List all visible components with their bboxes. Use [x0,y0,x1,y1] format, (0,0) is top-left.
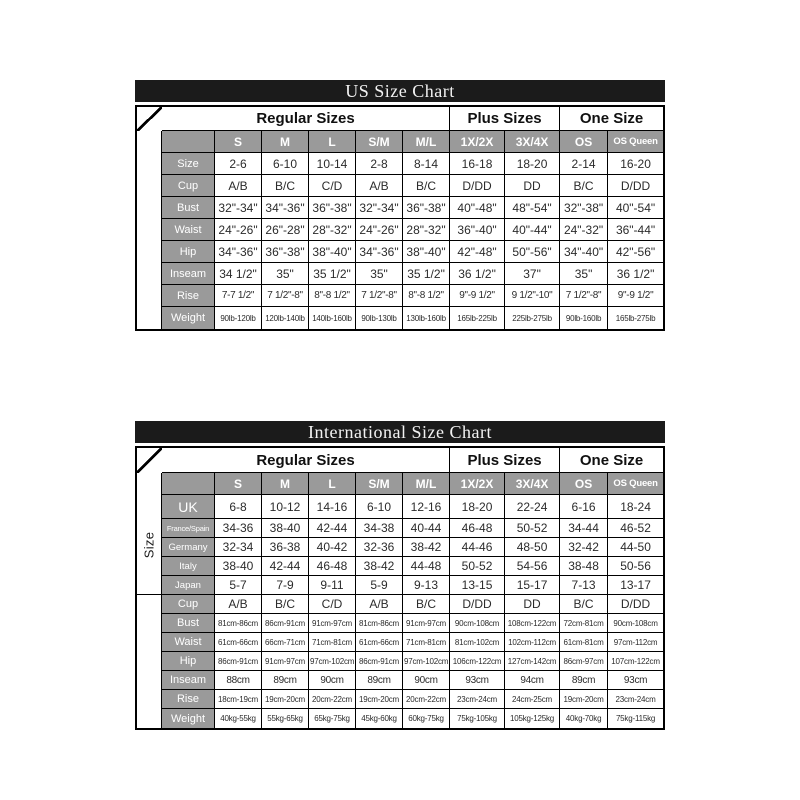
data-cell: 20cm-22cm [309,690,356,709]
data-cell: 93cm [450,671,505,690]
column-header-cell: 3X/4X [505,131,560,153]
chart-title: International Size Chart [135,421,665,443]
row-label-cell: Weight [162,307,215,329]
data-cell: D/DD [450,175,505,197]
data-cell: 89cm [560,671,608,690]
row-label-cell: UK [162,495,215,519]
column-header-cell: OS [560,131,608,153]
data-cell: 46-52 [608,519,663,538]
data-cell: 34"-36" [262,197,309,219]
data-cell: 165lb-275lb [615,313,656,323]
data-cell: 38-40 [215,557,262,576]
column-header-cell: S [215,131,262,153]
data-cell: 42-44 [309,519,356,538]
chart-title: US Size Chart [135,80,665,102]
international-size-chart [135,421,665,730]
data-cell: D/DD [450,595,505,614]
data-cell: 60kg-75kg [403,709,450,728]
label-column-spacer-cell [162,131,215,153]
data-cell: 40"-44" [505,219,560,241]
data-cell: 32-36 [356,538,403,557]
data-cell: 50-56 [608,557,663,576]
row-label-cell: Hip [162,652,215,671]
data-cell: 18-20 [450,495,505,519]
data-cell: A/B [356,175,403,197]
data-cell: 89cm [356,671,403,690]
group-header-cell: One Size [560,448,663,473]
data-cell: 90cm [403,671,450,690]
data-cell: 71cm-81cm [309,633,356,652]
column-header-cell: L [309,131,356,153]
data-cell: 86cm-91cm [262,614,309,633]
data-cell: 26"-28" [262,219,309,241]
data-cell: 48"-54" [505,197,560,219]
data-cell: 36"-38" [262,241,309,263]
data-cell: 38"-40" [309,241,356,263]
data-cell: 36"-40" [450,219,505,241]
row-label-cell: Waist [162,633,215,652]
data-cell: 10-12 [262,495,309,519]
data-cell: 7-13 [560,576,608,595]
data-cell: 19cm-20cm [560,690,608,709]
data-cell: D/DD [608,595,663,614]
data-cell: 35 1/2" [403,263,450,285]
row-label-cell: Germany [162,538,215,557]
data-cell: 86cm-97cm [560,652,608,671]
data-cell: 225lb-275lb [505,307,560,329]
data-cell: 36"-38" [403,197,450,219]
data-cell: D/DD [608,175,663,197]
data-cell: 81cm-102cm [450,633,505,652]
data-cell: 102cm-112cm [505,633,560,652]
column-header-cell: OS Queen [608,473,663,495]
row-label-cell: Inseam [162,671,215,690]
data-cell: 36"-44" [608,219,663,241]
data-cell: 90lb-160lb [560,307,608,329]
data-cell: 81cm-86cm [215,614,262,633]
row-label-cell: Inseam [162,263,215,285]
data-cell: 130lb-160lb [403,307,450,329]
data-cell: 24"-26" [215,219,262,241]
data-cell: 32"-34" [356,197,403,219]
data-cell: 40"-54" [608,197,663,219]
data-cell: 16-18 [450,153,505,175]
data-cell: 13-15 [450,576,505,595]
data-cell: 32-42 [560,538,608,557]
data-cell: 32-34 [215,538,262,557]
column-header-cell: 1X/2X [450,131,505,153]
data-cell: C/D [309,595,356,614]
row-label-cell: Size [162,153,215,175]
data-cell: 24"-26" [356,219,403,241]
data-cell: 18-24 [608,495,663,519]
data-cell: 38"-40" [403,241,450,263]
data-cell: 44-48 [403,557,450,576]
data-cell: 6-10 [262,153,309,175]
data-cell: 7-7 1/2" [215,285,262,307]
data-cell: 65kg-75kg [309,709,356,728]
data-cell: 93cm [608,671,663,690]
data-cell: 38-48 [560,557,608,576]
data-cell: 108cm-122cm [505,614,560,633]
row-label-cell: Cup [162,595,215,614]
data-cell: A/B [215,175,262,197]
data-cell: B/C [403,175,450,197]
corner-diagonal-cell [137,448,162,473]
column-header-cell: M [262,131,309,153]
data-cell: 61cm-81cm [560,633,608,652]
narrow-spacer-cell [137,131,162,153]
data-cell: 38-42 [403,538,450,557]
data-cell: 86cm-91cm [356,652,403,671]
data-cell: 34"-40" [560,241,608,263]
data-cell: 75kg-115kg [615,714,656,723]
data-cell: 50-52 [450,557,505,576]
data-cell: 2-6 [215,153,262,175]
column-header-cell: S [215,473,262,495]
row-label-cell: Rise [162,285,215,307]
data-cell: 90cm-108cm [608,614,663,633]
data-cell: 42-44 [262,557,309,576]
corner-diagonal-cell [137,107,162,131]
data-cell: 42"-56" [608,241,663,263]
data-cell: 90cm-108cm [450,614,505,633]
data-cell: 19cm-20cm [262,690,309,709]
data-cell: 12-16 [403,495,450,519]
data-cell: 35 1/2" [309,263,356,285]
row-label-cell: Waist [162,219,215,241]
data-cell: 42"-48" [450,241,505,263]
data-cell: 5-7 [215,576,262,595]
data-cell: 9-11 [309,576,356,595]
data-cell: 22-24 [505,495,560,519]
data-cell: 7 1/2"-8" [262,285,309,307]
column-header-cell: M/L [403,131,450,153]
data-cell: 86cm-91cm [215,652,262,671]
data-cell: 28"-32" [403,219,450,241]
data-cell: 2-14 [560,153,608,175]
data-cell: 61cm-66cm [215,633,262,652]
data-cell: 107cm-122cm [608,652,663,671]
data-cell: 28"-32" [309,219,356,241]
data-cell: 44-50 [608,538,663,557]
data-cell: 50-52 [505,519,560,538]
label-column-spacer-cell [162,473,215,495]
us-size-chart [135,80,665,331]
group-header-cell: Regular Sizes [162,448,450,473]
data-cell: 66cm-71cm [262,633,309,652]
data-cell: 9"-9 1/2" [608,285,663,307]
data-cell: 90cm [309,671,356,690]
data-cell: 18-20 [505,153,560,175]
data-cell: 97cm-102cm [403,652,450,671]
data-cell: 23cm-24cm [450,690,505,709]
side-label-cell [137,495,162,595]
data-cell: 40kg-70kg [560,709,608,728]
data-cell: B/C [560,175,608,197]
narrow-spacer-cell [137,473,162,495]
data-cell: 44-46 [450,538,505,557]
data-cell: 140lb-160lb [309,307,356,329]
data-cell: 35" [262,263,309,285]
data-cell: 55kg-65kg [262,709,309,728]
data-cell: 46-48 [309,557,356,576]
us-size-table [135,105,665,331]
group-header-cell: Plus Sizes [450,448,560,473]
row-label-cell: Bust [162,614,215,633]
column-header-cell: OS [560,473,608,495]
data-cell: 91cm-97cm [403,614,450,633]
data-cell: 40"-48" [450,197,505,219]
data-cell: B/C [560,595,608,614]
row-label-cell: Bust [162,197,215,219]
data-cell: C/D [309,175,356,197]
data-cell: 38-40 [262,519,309,538]
narrow-gutter-cell [137,595,162,728]
row-label-cell: Hip [162,241,215,263]
data-cell: 38-42 [356,557,403,576]
data-cell: 34 1/2" [215,263,262,285]
data-cell: B/C [403,595,450,614]
data-cell: 75kg-105kg [450,709,505,728]
column-header-cell: L [309,473,356,495]
data-cell: 88cm [215,671,262,690]
data-cell: 106cm-122cm [450,652,505,671]
data-cell: 90lb-120lb [215,307,262,329]
column-header-cell: OS Queen [608,131,663,153]
data-cell: 34-38 [356,519,403,538]
data-cell: 35" [560,263,608,285]
data-cell: B/C [262,595,309,614]
international-size-table [135,446,665,730]
data-cell: 40kg-55kg [215,709,262,728]
data-cell: 89cm [262,671,309,690]
data-cell: 24cm-25cm [505,690,560,709]
data-cell: 8"-8 1/2" [309,285,356,307]
data-cell: 81cm-86cm [356,614,403,633]
data-cell: 9"-9 1/2" [450,285,505,307]
data-cell: 19cm-20cm [356,690,403,709]
data-cell: 23cm-24cm [608,690,663,709]
data-cell: 18cm-19cm [215,690,262,709]
row-label-cell: Cup [162,175,215,197]
data-cell: 9 1/2"-10" [505,285,560,307]
column-header-cell: M/L [403,473,450,495]
data-cell: DD [505,175,560,197]
data-cell: A/B [356,595,403,614]
data-cell: 91cm-97cm [309,614,356,633]
data-cell: 34-44 [560,519,608,538]
data-cell: 6-16 [560,495,608,519]
row-label-cell: Rise [162,690,215,709]
column-header-cell: S/M [356,131,403,153]
row-label-cell: France/Spain [162,519,215,538]
data-cell: 97cm-112cm [608,633,663,652]
data-cell: 24"-32" [560,219,608,241]
data-cell: 61cm-66cm [356,633,403,652]
column-header-cell: 3X/4X [505,473,560,495]
data-cell: 120lb-140lb [262,307,309,329]
data-cell: A/B [215,595,262,614]
data-cell: 10-14 [309,153,356,175]
column-header-cell: 1X/2X [450,473,505,495]
data-cell: 35" [356,263,403,285]
data-cell: 45kg-60kg [356,709,403,728]
data-cell: 71cm-81cm [403,633,450,652]
data-cell: 90lb-130lb [356,307,403,329]
data-cell: 7-9 [262,576,309,595]
narrow-gutter-cell [137,153,162,329]
data-cell: 32"-34" [215,197,262,219]
data-cell: 40-44 [403,519,450,538]
row-label-cell: Italy [162,557,215,576]
data-cell: 5-9 [356,576,403,595]
data-cell: 91cm-97cm [262,652,309,671]
data-cell: 7 1/2"-8" [560,285,608,307]
data-cell: 94cm [505,671,560,690]
side-label-vertical: Size [141,531,157,558]
data-cell: 34"-36" [356,241,403,263]
data-cell: 8"-8 1/2" [403,285,450,307]
data-cell: 16-20 [608,153,663,175]
data-cell: 37" [505,263,560,285]
group-header-cell: One Size [560,107,663,131]
data-cell: 6-8 [215,495,262,519]
data-cell: 48-50 [505,538,560,557]
data-cell: 2-8 [356,153,403,175]
data-cell: 36 1/2" [450,263,505,285]
data-cell: 40-42 [309,538,356,557]
data-cell: 32"-38" [560,197,608,219]
data-cell: 72cm-81cm [560,614,608,633]
column-header-cell: S/M [356,473,403,495]
data-cell: DD [505,595,560,614]
data-cell: 46-48 [450,519,505,538]
data-cell: 20cm-22cm [403,690,450,709]
data-cell: 15-17 [505,576,560,595]
data-cell: 8-14 [403,153,450,175]
data-cell: 36-38 [262,538,309,557]
data-cell: 50"-56" [505,241,560,263]
data-cell: 36"-38" [309,197,356,219]
data-cell: 34"-36" [215,241,262,263]
group-header-cell: Regular Sizes [162,107,450,131]
row-label-cell: Japan [162,576,215,595]
data-cell: 34-36 [215,519,262,538]
group-header-cell: Plus Sizes [450,107,560,131]
data-cell: 97cm-102cm [309,652,356,671]
row-label-cell: Weight [162,709,215,728]
data-cell: 13-17 [608,576,663,595]
data-cell: 36 1/2" [608,263,663,285]
data-cell: 165lb-225lb [450,307,505,329]
data-cell: 7 1/2"-8" [356,285,403,307]
data-cell: 14-16 [309,495,356,519]
data-cell: 9-13 [403,576,450,595]
data-cell: 105kg-125kg [505,709,560,728]
data-cell: 6-10 [356,495,403,519]
data-cell: 54-56 [505,557,560,576]
column-header-cell: M [262,473,309,495]
data-cell: B/C [262,175,309,197]
data-cell: 127cm-142cm [505,652,560,671]
